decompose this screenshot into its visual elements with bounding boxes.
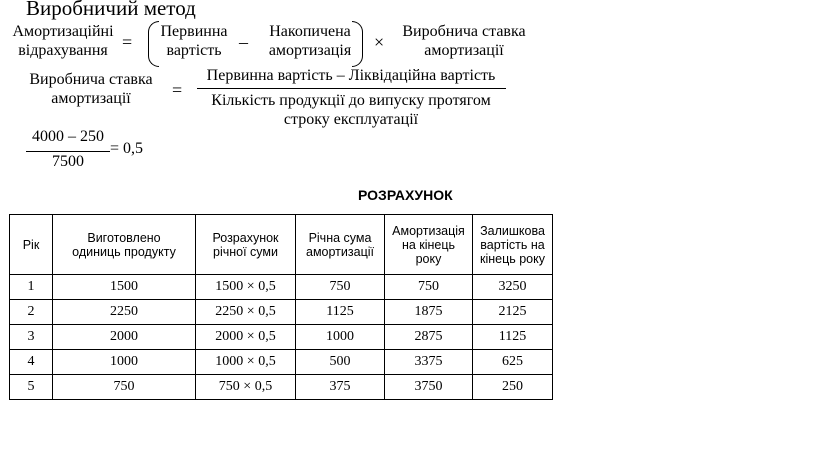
cell-units-produced: 2000 (53, 325, 196, 350)
col-header-units-produced-line1: Виготовлено (87, 230, 161, 245)
formula2-equals: = (172, 80, 183, 100)
formula2-denominator (198, 91, 504, 129)
cell-accumulated-depreciation: 1875 (385, 300, 473, 325)
col-header-annual-depreciation-line1: Річна сума (308, 230, 372, 245)
cell-annual-calc: 1000 × 0,5 (196, 350, 296, 375)
cell-annual-calc: 2250 × 0,5 (196, 300, 296, 325)
col-header-units-produced-line2: одиниць продукту (72, 244, 176, 259)
table-row (10, 275, 553, 300)
cell-year: 3 (10, 325, 53, 350)
table-row (10, 325, 553, 350)
formula1-term3 (396, 22, 532, 60)
formula1-term1-line1: Первинна (160, 23, 228, 40)
calc-fraction-bar (26, 151, 110, 152)
cell-annual-depreciation: 500 (296, 350, 385, 375)
col-header-annual-calc (196, 215, 296, 275)
formula1-term3-line1: Виробнича ставка (402, 23, 526, 40)
page-title: Виробничий метод (26, 0, 196, 20)
col-header-year (10, 215, 53, 275)
cell-year: 2 (10, 300, 53, 325)
calc-denominator: 7500 (52, 153, 84, 170)
cell-units-produced: 1500 (53, 275, 196, 300)
cell-year: 4 (10, 350, 53, 375)
formula1-term2-line2: амортизація (268, 42, 352, 59)
formula1-minus: – (239, 32, 248, 52)
cell-residual-value: 250 (473, 375, 553, 400)
col-header-annual-depreciation-line2: амортизації (306, 244, 374, 259)
formula2-lhs-line2: амортизації (51, 90, 131, 107)
col-header-accumulated-depreciation-line2: на кінець (401, 237, 456, 252)
formula2-numerator: Первинна вартість – Ліквідаційна вартість (206, 67, 496, 84)
cell-annual-depreciation: 1125 (296, 300, 385, 325)
cell-annual-calc: 2000 × 0,5 (196, 325, 296, 350)
formula1-term1 (156, 22, 232, 60)
formula1-term2-line1: Накопичена (269, 23, 351, 40)
formula1-term1-line2: вартість (166, 42, 222, 59)
formula2-fraction-bar (197, 88, 506, 89)
cell-annual-calc: 750 × 0,5 (196, 375, 296, 400)
col-header-accumulated-depreciation-line1: Амортизація (392, 223, 465, 238)
formula1-times: × (374, 32, 385, 52)
formula1-lhs-line2: відрахування (18, 42, 108, 59)
table-row (10, 375, 553, 400)
cell-accumulated-depreciation: 3375 (385, 350, 473, 375)
cell-residual-value: 1125 (473, 325, 553, 350)
col-header-annual-depreciation (296, 215, 385, 275)
cell-units-produced: 1000 (53, 350, 196, 375)
formula1-equals: = (122, 32, 133, 52)
cell-units-produced: 2250 (53, 300, 196, 325)
cell-accumulated-depreciation: 3750 (385, 375, 473, 400)
cell-residual-value: 3250 (473, 275, 553, 300)
cell-accumulated-depreciation: 750 (385, 275, 473, 300)
cell-annual-depreciation: 375 (296, 375, 385, 400)
cell-accumulated-depreciation: 2875 (385, 325, 473, 350)
formula1-lhs (4, 22, 122, 60)
col-header-accumulated-depreciation (385, 215, 473, 275)
calc-numerator: 4000 – 250 (32, 128, 104, 145)
depreciation-table (9, 214, 553, 400)
table-row (10, 300, 553, 325)
formula2-lhs-line1: Виробнича ставка (29, 71, 153, 88)
col-header-annual-calc-line1: Розрахунок (212, 230, 279, 245)
cell-units-produced: 750 (53, 375, 196, 400)
cell-residual-value: 625 (473, 350, 553, 375)
col-header-accumulated-depreciation-line3: року (415, 251, 442, 266)
cell-year: 1 (10, 275, 53, 300)
col-header-residual-value-line2: вартість на (480, 237, 545, 252)
col-header-annual-calc-line2: річної суми (213, 244, 278, 259)
cell-year: 5 (10, 375, 53, 400)
table-header-row (10, 215, 553, 275)
col-header-units-produced (53, 215, 196, 275)
calc-result: = 0,5 (110, 140, 144, 157)
formula1-term3-line2: амортизації (424, 42, 504, 59)
col-header-residual-value (473, 215, 553, 275)
cell-residual-value: 2125 (473, 300, 553, 325)
formula1-close-paren (352, 21, 363, 67)
formula2-lhs (22, 70, 160, 108)
col-header-residual-value-line3: кінець року (479, 251, 545, 266)
formula1-term2 (260, 22, 360, 60)
formula1-lhs-line1: Амортизаційні (12, 23, 114, 40)
cell-annual-calc: 1500 × 0,5 (196, 275, 296, 300)
cell-annual-depreciation: 750 (296, 275, 385, 300)
formula2-denominator-line2: строку експлуатації (283, 111, 419, 128)
col-header-residual-value-line1: Залишкова (480, 223, 545, 238)
table-row (10, 350, 553, 375)
formula2-denominator-line1: Кількість продукції до випуску протягом (211, 92, 491, 109)
table-heading: РОЗРАХУНОК (358, 187, 453, 203)
cell-annual-depreciation: 1000 (296, 325, 385, 350)
col-header-year-line1: Рік (22, 237, 40, 252)
